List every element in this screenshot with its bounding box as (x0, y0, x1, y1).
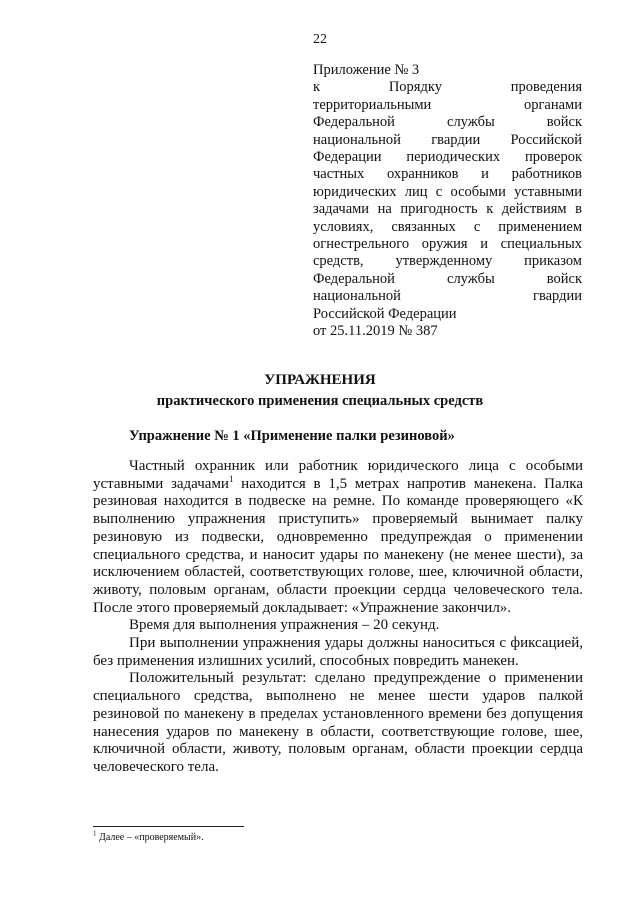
paragraph-time-limit: Время для выполнения упражнения – 20 секунд. (129, 617, 440, 634)
appendix-line: юридических лиц с особыми уставными (313, 183, 582, 200)
paragraph-positive-result: Положительный результат: сделано предупреждение о применении специального средства, выполнено не менее шести ударов палкой резиновой по манекену в пределах установленного времени без допущения нанесения ударов по манекену в области, соответствующие голове, шее, ключичной области, животу, половым органам, области проекции сердца человеческого тела. (93, 670, 583, 775)
footnote-text: Далее – «проверяемый». (96, 832, 204, 843)
paragraph-text: находится в 1,5 метрах напротив манекена. Палка резиновая находится в подвеске на ремне. По команде проверяющего «К выполнению упражнения приступить» проверяемый вынимает палку резиновую из подвески, одновременно предупреждая о применении специального средства, и наносит удары по манекену (не менее шести), за исключением областей, соответствующих голове, шее, ключичной области, животу, половым органам, области проекции сердца человеческого тела. После этого проверяемый докладывает: «Упражнение закончил». (93, 475, 583, 616)
paragraph-requirements: При выполнении упражнения удары должны наноситься с фиксацией, без применения излишних усилий, способных повредить манекен. (93, 635, 583, 669)
document-title: УПРАЖНЕНИЯ (264, 372, 376, 388)
appendix-line: национальной гвардии Российской (313, 131, 582, 148)
appendix-line: национальной гвардии (313, 288, 582, 305)
appendix-line: Федеральной службы войск (313, 270, 582, 287)
footnote (93, 829, 204, 843)
page-number: 22 (313, 32, 327, 47)
footnote-reference: 1 (228, 473, 234, 484)
appendix-line: огнестрельного оружия и специальных (313, 236, 582, 253)
document-subtitle: практического применения специальных средств (156, 393, 484, 409)
appendix-line: задачами на пригодность к действиям в (313, 201, 582, 218)
appendix-line: Приложение № 3 (313, 62, 420, 78)
exercise-body (93, 458, 583, 777)
appendix-line: Федеральной службы войск (313, 114, 582, 131)
footnote-divider (93, 826, 244, 827)
appendix-line: Российской Федерации (313, 305, 457, 322)
appendix-line: к Порядку проведения (313, 79, 582, 96)
appendix-line: частных охранников и работников (313, 166, 582, 183)
appendix-line: Федерации периодических проверок (313, 149, 582, 166)
appendix-line: территориальными органами (313, 96, 582, 113)
appendix-header (313, 62, 582, 341)
paragraph-text: Частный охранник или работник юридического лица с особыми уставными задачами (93, 458, 583, 492)
exercise-heading: Упражнение № 1 «Применение палки резиновой» (129, 428, 455, 444)
footnote-mark: 1 (93, 829, 97, 838)
appendix-line: условиях, связанных с применением (313, 218, 582, 235)
paragraph-procedure (93, 458, 583, 617)
appendix-line: средств, утвержденному приказом (313, 253, 582, 270)
appendix-line: от 25.11.2019 № 387 (313, 323, 438, 340)
